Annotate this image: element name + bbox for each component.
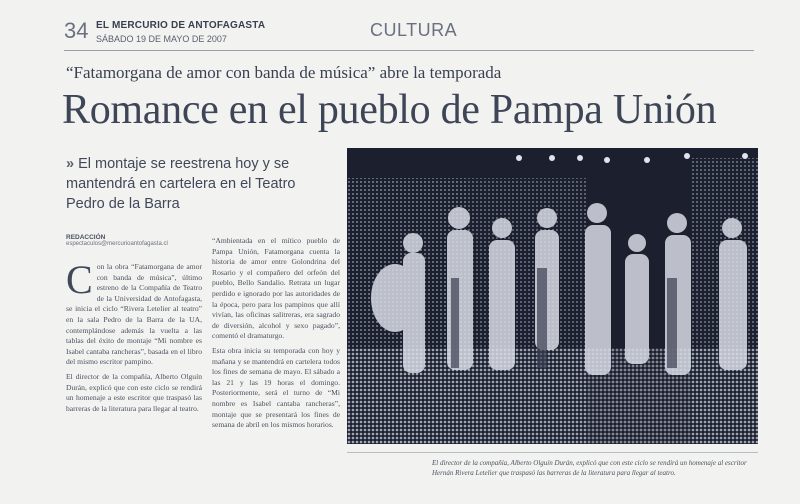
photo-caption: El director de la compañía, Alberto Olguín Durán, explicó que con este ciclo se rendirá un homenaje al escritor Hernán Rivera Letelier que traspasó las barreras de la literatura para llegar al teatro. — [432, 459, 747, 477]
byline-label: REDACCIÓN — [66, 234, 106, 241]
article-column-2 — [212, 236, 340, 435]
body-paragraph: on la obra “Fatamorgana de amor con banda de música”, último estreno de la Compañía de Teatro de la Universidad de Antofagasta, se inicia el ciclo “Rivera Letelier al teatro” en la sala Pedro de la Barra de la UA, contemplándose además la vuelta a las tablas del éxito de montaje “Mi nombre es Isabel cantaba rancheras”, basada en el libro del mismo escritor pampino. — [66, 262, 202, 367]
section-title: CULTURA — [370, 20, 458, 40]
body-paragraph: Esta obra inicia su temporada con hoy y mañana y se mantendrá en cartelera todos los fines de semana de mayo. El sábado a las 21 y las 19 horas el domingo. Posteriormente, será el turno de “Mi nombre es Isabel cantaba rancheras”, montaje que se presentará los fines de semana de abril en los mismos horarios. — [212, 345, 340, 430]
article-photo — [347, 148, 758, 444]
paper-name: EL MERCURIO DE ANTOFAGASTA — [96, 20, 266, 31]
byline-email: espectaculos@mercurioantofagasta.cl — [66, 241, 168, 247]
deck-text: El montaje se reestrena hoy y se mantendrá en cartelera en el Teatro Pedro de la Barra — [66, 156, 296, 212]
article-headline: Romance en el pueblo de Pampa Unión — [62, 87, 717, 133]
body-paragraph: El director de la compañía, Alberto Olguín Durán, explicó que con este ciclo se rendirá un homenaje a este escritor que traspasó las barreras de la literatura para llegar al teatro. — [66, 371, 202, 413]
deck-marker-icon: » — [66, 156, 75, 172]
article-kicker: “Fatamorgana de amor con banda de música” abre la temporada — [66, 63, 502, 82]
masthead — [64, 14, 754, 50]
caption-divider — [347, 452, 758, 453]
cast-photo-image — [347, 148, 758, 444]
drop-cap: C — [66, 257, 93, 302]
article-deck — [66, 154, 328, 214]
body-paragraph: “Ambientada en el mítico pueblo de Pampa Unión, Fatamorgana cuenta la historia de amor entre Golondrina del Rosario y el compañero del orfeón del pueblo, Bello Sandalio. Retrata un lugar perdido e ignorado por las autoridades de la época, pero para los pampinos que allí vivían, las oficinas salitreras, era sagrado de diversión, alcohol y sexo pagado”, comentó el dramaturgo. — [212, 236, 340, 341]
masthead-divider — [64, 50, 754, 51]
article-column-1 — [66, 257, 202, 418]
issue-date: SÁBADO 19 DE MAYO DE 2007 — [96, 34, 227, 44]
page-number: 34 — [64, 18, 89, 43]
